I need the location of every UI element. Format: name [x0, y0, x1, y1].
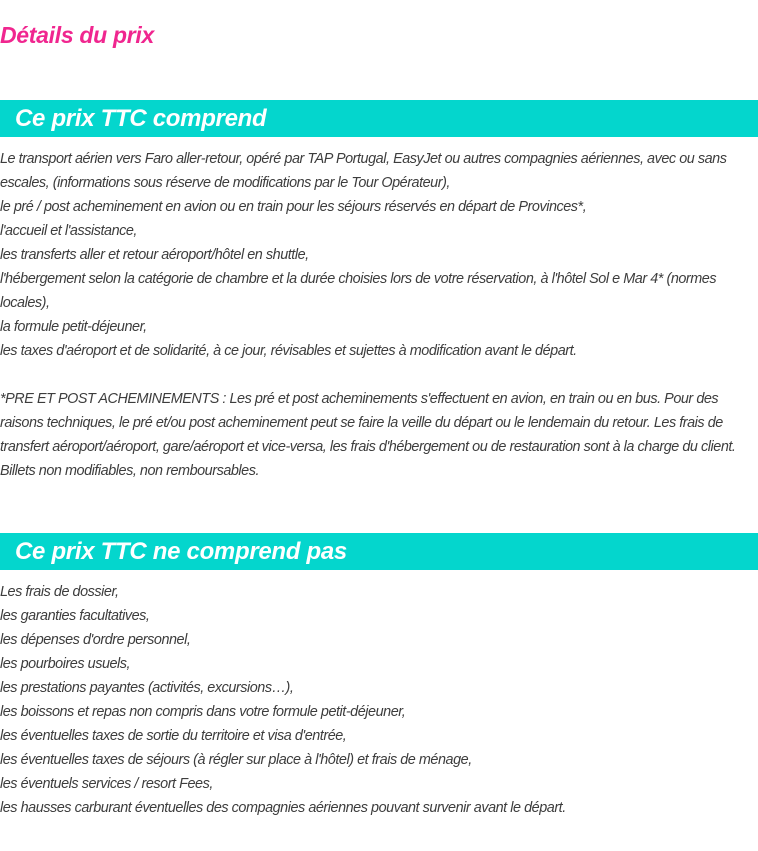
page-title: Détails du prix	[0, 22, 154, 48]
excluded-section-header: Ce prix TTC ne comprend pas	[0, 533, 758, 570]
excluded-item-drinks-meals: les boissons et repas non compris dans votre formule petit-déjeuner,	[0, 704, 406, 720]
included-item-taxes: les taxes d'aéroport et de solidarité, à ce jour, révisables et sujettes à modification avant le départ.	[0, 343, 577, 359]
excluded-item-fuel-surcharge: les hausses carburant éventuelles des compagnies aériennes pouvant survenir avant le départ.	[0, 800, 566, 816]
excluded-item-insurance: les garanties facultatives,	[0, 608, 150, 624]
pre-post-note: *PRE ET POST ACHEMINEMENTS : Les pré et post acheminements s'effectuent en avion, en train ou en bus. Pour des raisons techniques, le pré et/ou post acheminement peut se faire la veille du départ ou le lendemain du retour. Les frais de transfert aéroport/aéroport, gare/aéroport et vice-versa, les frais d'hébergement ou de restauration sont à la charge du client. Billets non modifiables, non remboursables.	[0, 391, 736, 479]
included-item-breakfast: la formule petit-déjeuner,	[0, 319, 147, 335]
excluded-list	[0, 580, 758, 820]
included-item-accommodation: l'hébergement selon la catégorie de chambre et la durée choisies lors de votre réservation, à l'hôtel Sol e Mar 4* (normes locales),	[0, 271, 717, 311]
excluded-item-stay-taxes: les éventuelles taxes de séjours (à régler sur place à l'hôtel) et frais de ménage,	[0, 752, 472, 768]
included-item-transfers: les transferts aller et retour aéroport/hôtel en shuttle,	[0, 247, 309, 263]
excluded-item-resort-fees: les éventuels services / resort Fees,	[0, 776, 213, 792]
included-section-header: Ce prix TTC comprend	[0, 100, 758, 137]
included-list	[0, 147, 758, 363]
included-item-transport: Le transport aérien vers Faro aller-retour, opéré par TAP Portugal, EasyJet ou autres compagnies aériennes, avec ou sans escales, (informations sous réserve de modifications par le Tour Opérateur),	[0, 151, 727, 191]
excluded-item-exit-taxes: les éventuelles taxes de sortie du territoire et visa d'entrée,	[0, 728, 347, 744]
excluded-item-file-fees: Les frais de dossier,	[0, 584, 119, 600]
included-item-welcome: l'accueil et l'assistance,	[0, 223, 137, 239]
included-item-pre-post: le pré / post acheminement en avion ou en train pour les séjours réservés en départ de Provinces*,	[0, 199, 587, 215]
excluded-item-tips: les pourboires usuels,	[0, 656, 131, 672]
excluded-item-personal-expenses: les dépenses d'ordre personnel,	[0, 632, 191, 648]
excluded-item-paid-services: les prestations payantes (activités, excursions…),	[0, 680, 294, 696]
